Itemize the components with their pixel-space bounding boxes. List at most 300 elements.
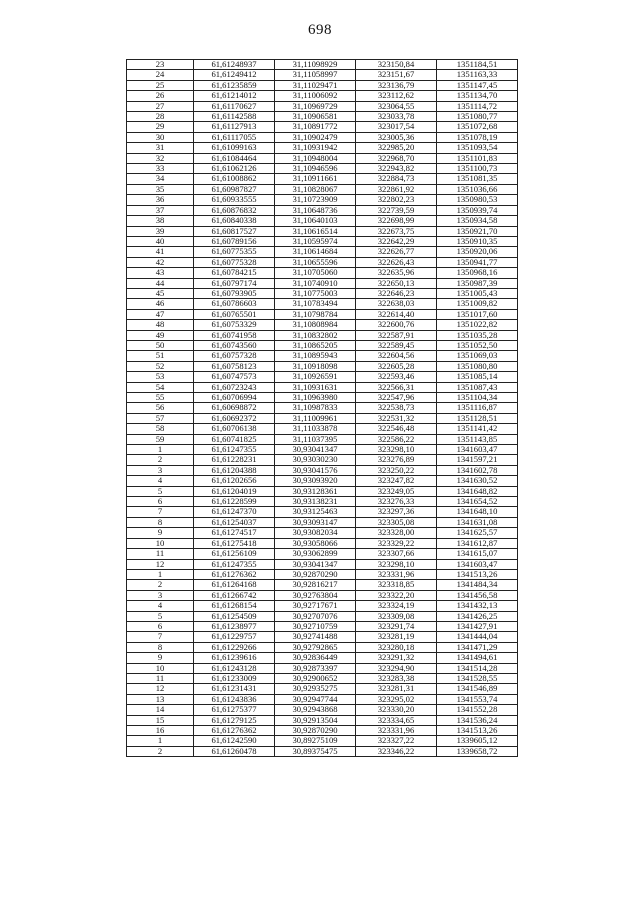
x-coordinate-cell: 323327,22 bbox=[356, 736, 437, 746]
y-coordinate-cell: 1350987,39 bbox=[437, 278, 518, 288]
y-coordinate-cell: 1350910,35 bbox=[437, 236, 518, 246]
point-number-cell: 48 bbox=[127, 320, 194, 330]
latitude-cell: 61,60775328 bbox=[194, 257, 275, 267]
longitude-cell: 31,10798784 bbox=[275, 309, 356, 319]
y-coordinate-cell: 1351005,43 bbox=[437, 288, 518, 298]
point-number-cell: 44 bbox=[127, 278, 194, 288]
longitude-cell: 30,92935275 bbox=[275, 684, 356, 694]
x-coordinate-cell: 322546,48 bbox=[356, 424, 437, 434]
y-coordinate-cell: 1350941,77 bbox=[437, 257, 518, 267]
y-coordinate-cell: 1351009,82 bbox=[437, 299, 518, 309]
longitude-cell: 30,92943868 bbox=[275, 705, 356, 715]
longitude-cell: 30,93041576 bbox=[275, 465, 356, 475]
point-number-cell: 5 bbox=[127, 486, 194, 496]
point-number-cell: 25 bbox=[127, 80, 194, 90]
y-coordinate-cell: 1341654,52 bbox=[437, 497, 518, 507]
longitude-cell: 30,92792865 bbox=[275, 642, 356, 652]
longitude-cell: 30,93128361 bbox=[275, 486, 356, 496]
latitude-cell: 61,60765501 bbox=[194, 309, 275, 319]
x-coordinate-cell: 323017,54 bbox=[356, 122, 437, 132]
table-row bbox=[127, 486, 518, 496]
longitude-cell: 31,10911661 bbox=[275, 174, 356, 184]
latitude-cell: 61,60698872 bbox=[194, 403, 275, 413]
table-row bbox=[127, 403, 518, 413]
y-coordinate-cell: 1351093,54 bbox=[437, 143, 518, 153]
latitude-cell: 61,61275377 bbox=[194, 705, 275, 715]
point-number-cell: 58 bbox=[127, 424, 194, 434]
point-number-cell: 10 bbox=[127, 538, 194, 548]
table-row bbox=[127, 507, 518, 517]
x-coordinate-cell: 323295,02 bbox=[356, 694, 437, 704]
y-coordinate-cell: 1351036,66 bbox=[437, 184, 518, 194]
latitude-cell: 61,60793905 bbox=[194, 288, 275, 298]
table-row bbox=[127, 736, 518, 746]
longitude-cell: 31,10640103 bbox=[275, 216, 356, 226]
point-number-cell: 50 bbox=[127, 340, 194, 350]
point-number-cell: 12 bbox=[127, 559, 194, 569]
longitude-cell: 31,11009961 bbox=[275, 413, 356, 423]
x-coordinate-cell: 323033,78 bbox=[356, 112, 437, 122]
table-row bbox=[127, 538, 518, 548]
x-coordinate-cell: 323309,08 bbox=[356, 611, 437, 621]
table-row bbox=[127, 80, 518, 90]
y-coordinate-cell: 1351114,72 bbox=[437, 101, 518, 111]
point-number-cell: 55 bbox=[127, 393, 194, 403]
table-row bbox=[127, 611, 518, 621]
x-coordinate-cell: 322739,59 bbox=[356, 205, 437, 215]
y-coordinate-cell: 1341427,91 bbox=[437, 621, 518, 631]
x-coordinate-cell: 322884,73 bbox=[356, 174, 437, 184]
y-coordinate-cell: 1351134,70 bbox=[437, 91, 518, 101]
table-row bbox=[127, 361, 518, 371]
latitude-cell: 61,61228599 bbox=[194, 497, 275, 507]
table-row bbox=[127, 705, 518, 715]
latitude-cell: 61,61274517 bbox=[194, 528, 275, 538]
point-number-cell: 13 bbox=[127, 694, 194, 704]
point-number-cell: 52 bbox=[127, 361, 194, 371]
point-number-cell: 3 bbox=[127, 590, 194, 600]
table-row bbox=[127, 642, 518, 652]
y-coordinate-cell: 1341612,87 bbox=[437, 538, 518, 548]
y-coordinate-cell: 1341615,07 bbox=[437, 549, 518, 559]
table-row bbox=[127, 726, 518, 736]
latitude-cell: 61,61235859 bbox=[194, 80, 275, 90]
y-coordinate-cell: 1350968,16 bbox=[437, 268, 518, 278]
y-coordinate-cell: 1351078,19 bbox=[437, 132, 518, 142]
longitude-cell: 30,92900652 bbox=[275, 673, 356, 683]
coordinates-table-body bbox=[127, 60, 518, 757]
longitude-cell: 31,10931631 bbox=[275, 382, 356, 392]
x-coordinate-cell: 323331,96 bbox=[356, 569, 437, 579]
latitude-cell: 61,60758123 bbox=[194, 361, 275, 371]
point-number-cell: 49 bbox=[127, 330, 194, 340]
table-row bbox=[127, 60, 518, 70]
latitude-cell: 61,61256109 bbox=[194, 549, 275, 559]
point-number-cell: 46 bbox=[127, 299, 194, 309]
point-number-cell: 8 bbox=[127, 642, 194, 652]
longitude-cell: 30,92816217 bbox=[275, 580, 356, 590]
latitude-cell: 61,61228231 bbox=[194, 455, 275, 465]
x-coordinate-cell: 323291,32 bbox=[356, 653, 437, 663]
x-coordinate-cell: 323112,62 bbox=[356, 91, 437, 101]
y-coordinate-cell: 1351035,28 bbox=[437, 330, 518, 340]
y-coordinate-cell: 1341513,26 bbox=[437, 726, 518, 736]
longitude-cell: 31,10948004 bbox=[275, 153, 356, 163]
y-coordinate-cell: 1341494,61 bbox=[437, 653, 518, 663]
y-coordinate-cell: 1350934,58 bbox=[437, 216, 518, 226]
longitude-cell: 31,10969729 bbox=[275, 101, 356, 111]
longitude-cell: 31,11006092 bbox=[275, 91, 356, 101]
longitude-cell: 30,92870290 bbox=[275, 569, 356, 579]
latitude-cell: 61,60987827 bbox=[194, 184, 275, 194]
table-row bbox=[127, 309, 518, 319]
table-row bbox=[127, 663, 518, 673]
table-row bbox=[127, 132, 518, 142]
x-coordinate-cell: 322673,75 bbox=[356, 226, 437, 236]
table-row bbox=[127, 372, 518, 382]
latitude-cell: 61,61247355 bbox=[194, 445, 275, 455]
table-row bbox=[127, 715, 518, 725]
latitude-cell: 61,61243128 bbox=[194, 663, 275, 673]
latitude-cell: 61,61243836 bbox=[194, 694, 275, 704]
y-coordinate-cell: 1351116,87 bbox=[437, 403, 518, 413]
longitude-cell: 30,92707076 bbox=[275, 611, 356, 621]
x-coordinate-cell: 322985,20 bbox=[356, 143, 437, 153]
latitude-cell: 61,61229266 bbox=[194, 642, 275, 652]
table-row bbox=[127, 288, 518, 298]
x-coordinate-cell: 322538,73 bbox=[356, 403, 437, 413]
y-coordinate-cell: 1351101,83 bbox=[437, 153, 518, 163]
longitude-cell: 30,93093147 bbox=[275, 517, 356, 527]
point-number-cell: 39 bbox=[127, 226, 194, 236]
x-coordinate-cell: 322861,92 bbox=[356, 184, 437, 194]
latitude-cell: 61,61238977 bbox=[194, 621, 275, 631]
y-coordinate-cell: 1341603,47 bbox=[437, 445, 518, 455]
y-coordinate-cell: 1350920,06 bbox=[437, 247, 518, 257]
point-number-cell: 38 bbox=[127, 216, 194, 226]
latitude-cell: 61,61254037 bbox=[194, 517, 275, 527]
y-coordinate-cell: 1350939,74 bbox=[437, 205, 518, 215]
table-row bbox=[127, 205, 518, 215]
longitude-cell: 31,11037395 bbox=[275, 434, 356, 444]
point-number-cell: 2 bbox=[127, 455, 194, 465]
x-coordinate-cell: 322968,70 bbox=[356, 153, 437, 163]
table-row bbox=[127, 445, 518, 455]
longitude-cell: 31,10808984 bbox=[275, 320, 356, 330]
x-coordinate-cell: 322650,13 bbox=[356, 278, 437, 288]
x-coordinate-cell: 323318,85 bbox=[356, 580, 437, 590]
y-coordinate-cell: 1350980,53 bbox=[437, 195, 518, 205]
point-number-cell: 1 bbox=[127, 569, 194, 579]
latitude-cell: 61,61249412 bbox=[194, 70, 275, 80]
point-number-cell: 11 bbox=[127, 549, 194, 559]
y-coordinate-cell: 1341597,21 bbox=[437, 455, 518, 465]
x-coordinate-cell: 322626,77 bbox=[356, 247, 437, 257]
point-number-cell: 6 bbox=[127, 497, 194, 507]
x-coordinate-cell: 323281,31 bbox=[356, 684, 437, 694]
x-coordinate-cell: 322566,31 bbox=[356, 382, 437, 392]
latitude-cell: 61,61202656 bbox=[194, 476, 275, 486]
latitude-cell: 61,61247355 bbox=[194, 559, 275, 569]
latitude-cell: 61,61117055 bbox=[194, 132, 275, 142]
latitude-cell: 61,60784215 bbox=[194, 268, 275, 278]
point-number-cell: 37 bbox=[127, 205, 194, 215]
x-coordinate-cell: 322587,91 bbox=[356, 330, 437, 340]
latitude-cell: 61,60743560 bbox=[194, 340, 275, 350]
y-coordinate-cell: 1341648,10 bbox=[437, 507, 518, 517]
x-coordinate-cell: 323331,96 bbox=[356, 726, 437, 736]
y-coordinate-cell: 1351104,34 bbox=[437, 393, 518, 403]
x-coordinate-cell: 322635,96 bbox=[356, 268, 437, 278]
x-coordinate-cell: 323297,36 bbox=[356, 507, 437, 517]
x-coordinate-cell: 322638,03 bbox=[356, 299, 437, 309]
y-coordinate-cell: 1351072,68 bbox=[437, 122, 518, 132]
x-coordinate-cell: 323280,18 bbox=[356, 642, 437, 652]
table-row bbox=[127, 673, 518, 683]
x-coordinate-cell: 323291,74 bbox=[356, 621, 437, 631]
y-coordinate-cell: 1341553,74 bbox=[437, 694, 518, 704]
latitude-cell: 61,61266742 bbox=[194, 590, 275, 600]
y-coordinate-cell: 1341426,25 bbox=[437, 611, 518, 621]
table-row bbox=[127, 653, 518, 663]
table-row bbox=[127, 112, 518, 122]
x-coordinate-cell: 323322,20 bbox=[356, 590, 437, 600]
table-row bbox=[127, 517, 518, 527]
latitude-cell: 61,61260478 bbox=[194, 746, 275, 756]
y-coordinate-cell: 1351087,43 bbox=[437, 382, 518, 392]
x-coordinate-cell: 322547,96 bbox=[356, 393, 437, 403]
longitude-cell: 30,93030230 bbox=[275, 455, 356, 465]
y-coordinate-cell: 1341603,47 bbox=[437, 559, 518, 569]
longitude-cell: 30,89275109 bbox=[275, 736, 356, 746]
x-coordinate-cell: 323064,55 bbox=[356, 101, 437, 111]
point-number-cell: 6 bbox=[127, 621, 194, 631]
longitude-cell: 31,10614684 bbox=[275, 247, 356, 257]
table-row bbox=[127, 351, 518, 361]
table-row bbox=[127, 465, 518, 475]
longitude-cell: 30,92870290 bbox=[275, 726, 356, 736]
latitude-cell: 61,60797174 bbox=[194, 278, 275, 288]
table-row bbox=[127, 632, 518, 642]
latitude-cell: 61,61231431 bbox=[194, 684, 275, 694]
y-coordinate-cell: 1341432,13 bbox=[437, 601, 518, 611]
longitude-cell: 31,10906581 bbox=[275, 112, 356, 122]
longitude-cell: 31,10655596 bbox=[275, 257, 356, 267]
point-number-cell: 24 bbox=[127, 70, 194, 80]
latitude-cell: 61,61279125 bbox=[194, 715, 275, 725]
point-number-cell: 4 bbox=[127, 601, 194, 611]
y-coordinate-cell: 1341631,08 bbox=[437, 517, 518, 527]
point-number-cell: 31 bbox=[127, 143, 194, 153]
table-row bbox=[127, 174, 518, 184]
latitude-cell: 61,61276362 bbox=[194, 726, 275, 736]
table-row bbox=[127, 476, 518, 486]
latitude-cell: 61,61204388 bbox=[194, 465, 275, 475]
table-row bbox=[127, 299, 518, 309]
table-row bbox=[127, 247, 518, 257]
point-number-cell: 35 bbox=[127, 184, 194, 194]
point-number-cell: 30 bbox=[127, 132, 194, 142]
longitude-cell: 31,10595974 bbox=[275, 236, 356, 246]
longitude-cell: 31,10931942 bbox=[275, 143, 356, 153]
table-row bbox=[127, 580, 518, 590]
x-coordinate-cell: 322626,43 bbox=[356, 257, 437, 267]
longitude-cell: 30,92836449 bbox=[275, 653, 356, 663]
x-coordinate-cell: 323330,20 bbox=[356, 705, 437, 715]
point-number-cell: 12 bbox=[127, 684, 194, 694]
table-row bbox=[127, 320, 518, 330]
point-number-cell: 28 bbox=[127, 112, 194, 122]
latitude-cell: 61,60706994 bbox=[194, 393, 275, 403]
latitude-cell: 61,61008862 bbox=[194, 174, 275, 184]
y-coordinate-cell: 1351080,80 bbox=[437, 361, 518, 371]
table-row bbox=[127, 91, 518, 101]
x-coordinate-cell: 323328,00 bbox=[356, 528, 437, 538]
x-coordinate-cell: 322646,23 bbox=[356, 288, 437, 298]
point-number-cell: 56 bbox=[127, 403, 194, 413]
table-row bbox=[127, 569, 518, 579]
point-number-cell: 27 bbox=[127, 101, 194, 111]
table-row bbox=[127, 153, 518, 163]
table-row bbox=[127, 257, 518, 267]
longitude-cell: 31,10832802 bbox=[275, 330, 356, 340]
point-number-cell: 2 bbox=[127, 580, 194, 590]
y-coordinate-cell: 1351163,33 bbox=[437, 70, 518, 80]
point-number-cell: 36 bbox=[127, 195, 194, 205]
x-coordinate-cell: 323276,89 bbox=[356, 455, 437, 465]
latitude-cell: 61,60741825 bbox=[194, 434, 275, 444]
latitude-cell: 61,60876832 bbox=[194, 205, 275, 215]
x-coordinate-cell: 322943,82 bbox=[356, 164, 437, 174]
x-coordinate-cell: 322600,76 bbox=[356, 320, 437, 330]
table-row bbox=[127, 164, 518, 174]
y-coordinate-cell: 1351017,60 bbox=[437, 309, 518, 319]
latitude-cell: 61,61170627 bbox=[194, 101, 275, 111]
latitude-cell: 61,60747573 bbox=[194, 372, 275, 382]
longitude-cell: 31,10616514 bbox=[275, 226, 356, 236]
y-coordinate-cell: 1341456,58 bbox=[437, 590, 518, 600]
latitude-cell: 61,61254509 bbox=[194, 611, 275, 621]
table-row bbox=[127, 684, 518, 694]
point-number-cell: 9 bbox=[127, 528, 194, 538]
longitude-cell: 31,10740910 bbox=[275, 278, 356, 288]
table-row bbox=[127, 278, 518, 288]
y-coordinate-cell: 1351022,82 bbox=[437, 320, 518, 330]
y-coordinate-cell: 1351184,51 bbox=[437, 60, 518, 70]
longitude-cell: 30,92947744 bbox=[275, 694, 356, 704]
table-row bbox=[127, 216, 518, 226]
y-coordinate-cell: 1351069,03 bbox=[437, 351, 518, 361]
point-number-cell: 47 bbox=[127, 309, 194, 319]
table-row bbox=[127, 497, 518, 507]
table-row bbox=[127, 382, 518, 392]
latitude-cell: 61,60723243 bbox=[194, 382, 275, 392]
x-coordinate-cell: 323281,19 bbox=[356, 632, 437, 642]
table-row bbox=[127, 424, 518, 434]
longitude-cell: 31,10902479 bbox=[275, 132, 356, 142]
longitude-cell: 31,10946596 bbox=[275, 164, 356, 174]
coordinates-table bbox=[126, 59, 518, 757]
table-row bbox=[127, 590, 518, 600]
table-row bbox=[127, 746, 518, 756]
longitude-cell: 31,11029471 bbox=[275, 80, 356, 90]
point-number-cell: 10 bbox=[127, 663, 194, 673]
point-number-cell: 40 bbox=[127, 236, 194, 246]
table-row bbox=[127, 236, 518, 246]
longitude-cell: 30,93093920 bbox=[275, 476, 356, 486]
x-coordinate-cell: 323276,33 bbox=[356, 497, 437, 507]
x-coordinate-cell: 323294,90 bbox=[356, 663, 437, 673]
latitude-cell: 61,61247370 bbox=[194, 507, 275, 517]
x-coordinate-cell: 322698,99 bbox=[356, 216, 437, 226]
table-row bbox=[127, 70, 518, 80]
longitude-cell: 30,89375475 bbox=[275, 746, 356, 756]
point-number-cell: 2 bbox=[127, 746, 194, 756]
x-coordinate-cell: 322589,45 bbox=[356, 340, 437, 350]
y-coordinate-cell: 1341648,82 bbox=[437, 486, 518, 496]
y-coordinate-cell: 1341552,28 bbox=[437, 705, 518, 715]
y-coordinate-cell: 1339605,12 bbox=[437, 736, 518, 746]
point-number-cell: 14 bbox=[127, 705, 194, 715]
table-row bbox=[127, 694, 518, 704]
longitude-cell: 31,11098929 bbox=[275, 60, 356, 70]
y-coordinate-cell: 1351143,85 bbox=[437, 434, 518, 444]
table-row bbox=[127, 601, 518, 611]
latitude-cell: 61,61229757 bbox=[194, 632, 275, 642]
latitude-cell: 61,60753329 bbox=[194, 320, 275, 330]
point-number-cell: 53 bbox=[127, 372, 194, 382]
longitude-cell: 30,93058066 bbox=[275, 538, 356, 548]
longitude-cell: 31,10987833 bbox=[275, 403, 356, 413]
x-coordinate-cell: 322586,22 bbox=[356, 434, 437, 444]
x-coordinate-cell: 323150,84 bbox=[356, 60, 437, 70]
latitude-cell: 61,60757328 bbox=[194, 351, 275, 361]
latitude-cell: 61,61242590 bbox=[194, 736, 275, 746]
x-coordinate-cell: 322642,29 bbox=[356, 236, 437, 246]
point-number-cell: 7 bbox=[127, 507, 194, 517]
y-coordinate-cell: 1351128,51 bbox=[437, 413, 518, 423]
y-coordinate-cell: 1341514,28 bbox=[437, 663, 518, 673]
point-number-cell: 29 bbox=[127, 122, 194, 132]
x-coordinate-cell: 323298,10 bbox=[356, 445, 437, 455]
longitude-cell: 30,93082034 bbox=[275, 528, 356, 538]
point-number-cell: 33 bbox=[127, 164, 194, 174]
y-coordinate-cell: 1351052,50 bbox=[437, 340, 518, 350]
latitude-cell: 61,60933555 bbox=[194, 195, 275, 205]
point-number-cell: 5 bbox=[127, 611, 194, 621]
point-number-cell: 23 bbox=[127, 60, 194, 70]
latitude-cell: 61,61248937 bbox=[194, 60, 275, 70]
table-row bbox=[127, 184, 518, 194]
point-number-cell: 45 bbox=[127, 288, 194, 298]
latitude-cell: 61,60840338 bbox=[194, 216, 275, 226]
point-number-cell: 43 bbox=[127, 268, 194, 278]
latitude-cell: 61,61062126 bbox=[194, 164, 275, 174]
longitude-cell: 31,10926591 bbox=[275, 372, 356, 382]
table-row bbox=[127, 413, 518, 423]
x-coordinate-cell: 322531,32 bbox=[356, 413, 437, 423]
x-coordinate-cell: 322802,23 bbox=[356, 195, 437, 205]
point-number-cell: 42 bbox=[127, 257, 194, 267]
point-number-cell: 1 bbox=[127, 736, 194, 746]
latitude-cell: 61,60741958 bbox=[194, 330, 275, 340]
longitude-cell: 30,92741488 bbox=[275, 632, 356, 642]
table-row bbox=[127, 549, 518, 559]
latitude-cell: 61,60817527 bbox=[194, 226, 275, 236]
point-number-cell: 41 bbox=[127, 247, 194, 257]
x-coordinate-cell: 323298,10 bbox=[356, 559, 437, 569]
y-coordinate-cell: 1351100,73 bbox=[437, 164, 518, 174]
